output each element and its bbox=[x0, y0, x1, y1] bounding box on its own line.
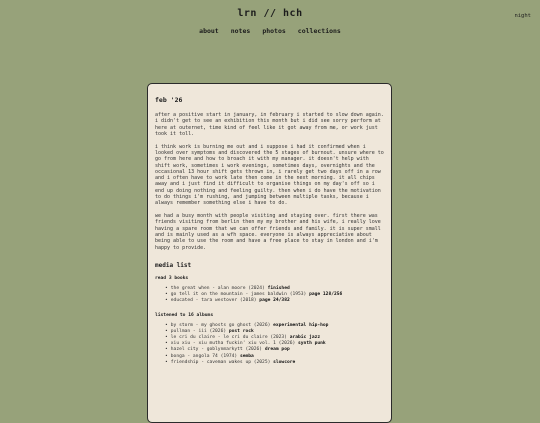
site-title[interactable]: lrn // hch bbox=[237, 8, 303, 19]
albums-list bbox=[155, 323, 384, 366]
media-list-heading: media list bbox=[155, 261, 192, 269]
nav-collections-link[interactable]: collections bbox=[297, 27, 341, 35]
books-list bbox=[155, 286, 384, 305]
list-item: • the great when - alan moore (2024) finished bbox=[165, 286, 384, 292]
nav-notes-link[interactable]: notes bbox=[230, 27, 251, 35]
list-item: • bonga - angola 74 (1974) semba bbox=[165, 354, 384, 360]
list-item: • xiu xiu - xiu mutha fuckin' xiu vol. 1 (2026) synth punk bbox=[165, 341, 384, 347]
list-item: • hazel city - goblynmarkytt (2026) dream pop bbox=[165, 347, 384, 353]
post-title: feb '26 bbox=[155, 96, 183, 104]
main-nav bbox=[0, 27, 540, 35]
post-card[interactable] bbox=[147, 83, 392, 423]
list-item: • educated - tara westover (2018) page 24/382 bbox=[165, 298, 384, 304]
list-item: • friendship - caveman wakes up (2025) slowcore bbox=[165, 360, 384, 366]
theme-toggle-link[interactable]: night bbox=[514, 13, 531, 19]
list-item: • pullman - iii (2026) post rock bbox=[165, 329, 384, 335]
nav-about-link[interactable]: about bbox=[199, 27, 219, 35]
list-item: • by storm - my ghosts go ghost (2026) experimental hip-hop bbox=[165, 323, 384, 329]
list-item: • go tell it on the mountain - james baldwin (1953) page 128/256 bbox=[165, 292, 384, 298]
post-paragraph: i think work is burning me out and i suppose i had it confirmed when i looked over symptoms and discovered the 5 stages of burnout. unsure where to go from here and how to broach it with my manager. it doesn't help with shift work, sometimes i work evenings, sometimes days, overnights and the occasional 13 hour shift gets thrown in, i rarely get two days off in a row and i often have to work late then come in the next morning. it all chips away and i just find it difficult to organise things on my day's off so i end up doing nothing and feeling guilty. then when i do have the motivation to do things i'm rushing, and jumping between multiple tasks, because i always remember something else i have to do. bbox=[155, 143, 384, 207]
post-paragraph: after a positive start in january, in february i started to slow down again. i didn't get to see an exhibition this month but i did see sorry perform at here at outernet, time kind of feel like it got away from me, or work just took it toll. bbox=[155, 112, 384, 137]
post-paragraph: we had a busy month with people visiting and staying over. first there was friends visiting from berlin then my my brother and his wife, i really love having a spare room that we can offer friends and family. it is super small and is mainly used as a wfh space. everyone is always appreciative about being able to use the room and have a free place to stay in london and i'm happy to provide. bbox=[155, 213, 381, 251]
nav-photos-link[interactable]: photos bbox=[262, 27, 286, 35]
albums-heading: listened to 16 albums bbox=[155, 312, 214, 318]
books-heading: read 3 books bbox=[155, 275, 189, 281]
list-item: • le cri du claire - le cri du claire (2023) arabic jazz bbox=[165, 335, 384, 341]
